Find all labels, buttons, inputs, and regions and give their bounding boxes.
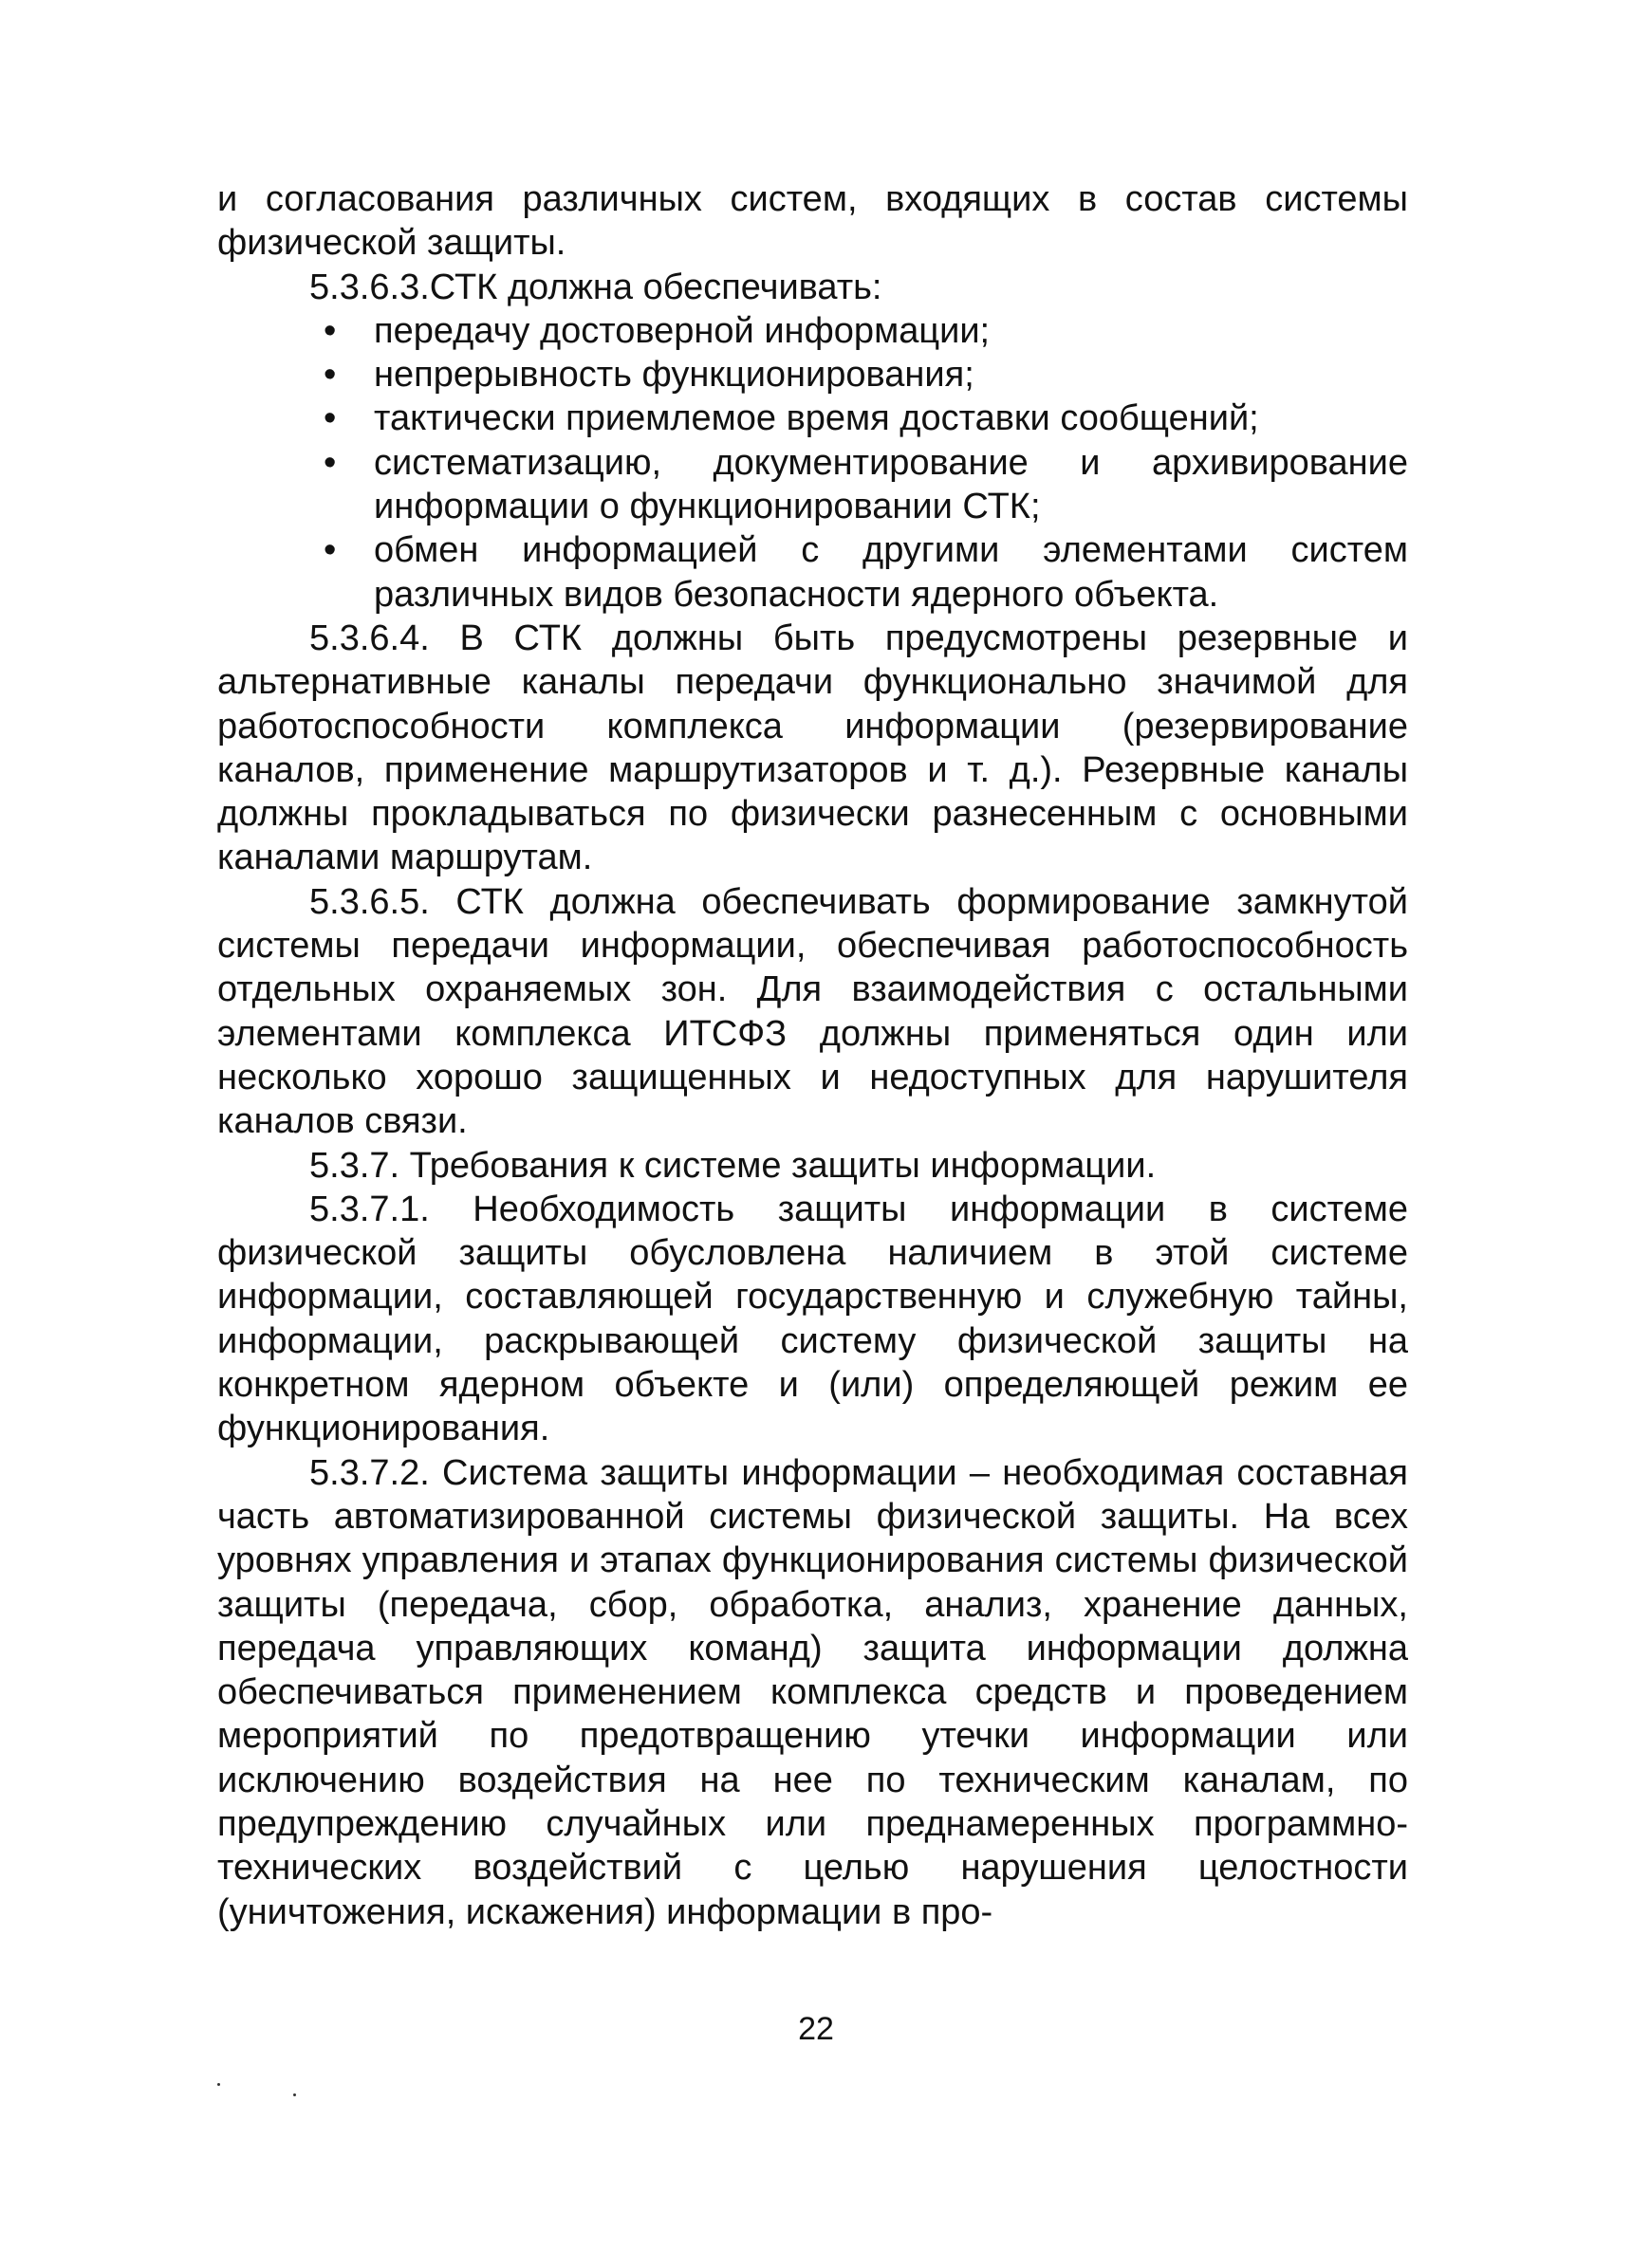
bullet-marker: • <box>324 398 337 439</box>
bullet-marker: • <box>324 530 337 571</box>
scan-speck <box>293 2093 296 2096</box>
bullet-marker: • <box>324 355 337 396</box>
bullet-text: систематизацию, документирование и архивирование информации о функционировании СТК; <box>374 442 1408 527</box>
bullet-item <box>217 353 1408 396</box>
bullet-text: непрерывность функционирования; <box>374 355 974 396</box>
paragraph-continuation: и согласования различных систем, входящих в состав системы физической защиты. <box>217 179 1408 264</box>
bullet-item <box>217 396 1408 440</box>
document-page <box>217 177 1408 1934</box>
bullet-text: обмен информацией с другими элементами систем различных видов безопасности ядерного объекта. <box>374 530 1408 615</box>
section-heading-5-3-7: 5.3.7. Требования к системе защиты информации. <box>309 1145 1157 1186</box>
bullet-text: тактически приемлемое время доставки сообщений; <box>374 398 1259 439</box>
paragraph-5-3-6-4: 5.3.6.4. В СТК должны быть предусмотрены резервные и альтернативные каналы передачи функционально значимой для работоспособности комплекса информации (резервирование каналов, применение маршрутизаторов и т. д.). Резервные каналы должны прокладываться по физически разнесенным с основными каналами маршрутам. <box>217 618 1408 878</box>
page-number: 22 <box>798 2011 834 2047</box>
bullet-list <box>217 309 1408 617</box>
bullet-marker: • <box>324 442 337 483</box>
bullet-marker: • <box>324 310 337 351</box>
paragraph-5-3-7-2: 5.3.7.2. Система защиты информации – необходимая составная часть автоматизированной системы физической защиты. На всех уровнях управления и этапах функционирования системы физической защиты (передача, сбор, обработка, анализ, хранение данных, передача управляющих команд) защита информации должна обеспечиваться применением комплекса средств и проведением мероприятий по предотвращению утечки информации или исключению воздействия на нее по техническим каналам, по предупреждению случайных или преднамеренных программно-технических воздействий с целью нарушения целостности (уничтожения, искажения) информации в про- <box>217 1452 1408 1932</box>
scan-speck <box>217 2083 220 2086</box>
bullet-item <box>217 309 1408 353</box>
bullet-text: передачу достоверной информации; <box>374 310 991 351</box>
paragraph-intro: 5.3.6.3.СТК должна обеспечивать: <box>309 267 882 307</box>
paragraph-5-3-6-5: 5.3.6.5. СТК должна обеспечивать формирование замкнутой системы передачи информации, обеспечивая работоспособность отдельных охраняемых зон. Для взаимодействия с остальными элементами комплекса ИТСФЗ должны применяться один или несколько хорошо защищенных и недоступных для нарушителя каналов связи. <box>217 881 1408 1142</box>
paragraph-5-3-7-1: 5.3.7.1. Необходимость защиты информации в системе физической защиты обусловлена наличием в этой системе информации, составляющей государственную и служебную тайны, информации, раскрывающей систему физической защиты на конкретном ядерном объекте и (или) определяющей режим ее функционирования. <box>217 1189 1408 1449</box>
bullet-item <box>217 441 1408 529</box>
bullet-item <box>217 528 1408 617</box>
